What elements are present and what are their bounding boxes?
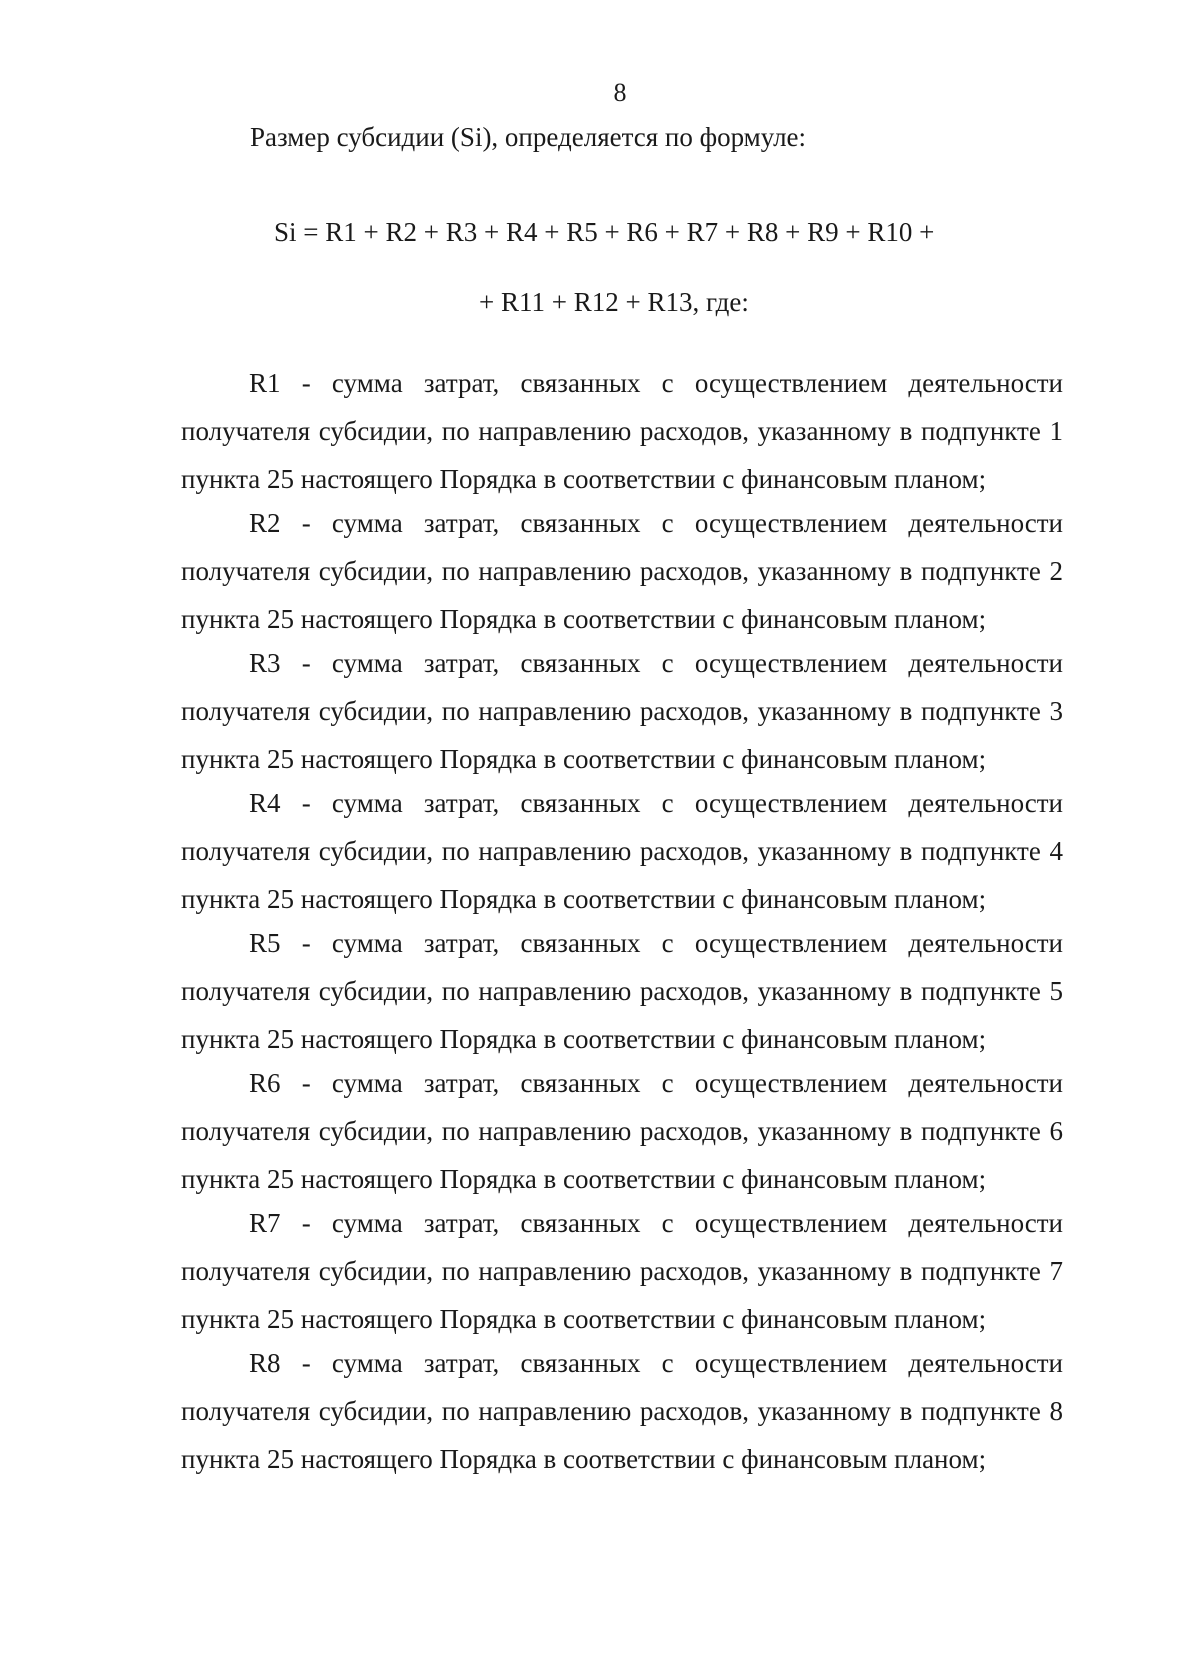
- definition-term: R8: [249, 1348, 281, 1378]
- definition-r5: [181, 919, 1063, 1063]
- definition-r1: [181, 359, 1063, 503]
- definition-text: - сумма затрат, связанных с осуществлением деятельности получателя субсидии, по направлению расходов, указанному в подпункте 7 пункта 25 настоящего Порядка в соответствии с финансовым планом;: [181, 1208, 1063, 1334]
- definitions-list: [181, 359, 1063, 1479]
- intro-paragraph: Размер субсидии (Si), определяется по формуле:: [250, 122, 807, 152]
- definition-term: R7: [249, 1208, 281, 1238]
- definition-text: - сумма затрат, связанных с осуществлением деятельности получателя субсидии, по направлению расходов, указанному в подпункте 3 пункта 25 настоящего Порядка в соответствии с финансовым планом;: [181, 648, 1063, 774]
- definition-r3: [181, 639, 1063, 783]
- formula-line-2: + R11 + R12 + R13, где:: [479, 287, 749, 317]
- definition-r8: [181, 1339, 1063, 1483]
- definition-text: - сумма затрат, связанных с осуществлением деятельности получателя субсидии, по направлению расходов, указанному в подпункте 5 пункта 25 настоящего Порядка в соответствии с финансовым планом;: [181, 928, 1063, 1054]
- definition-r7: [181, 1199, 1063, 1343]
- definition-text: - сумма затрат, связанных с осуществлением деятельности получателя субсидии, по направлению расходов, указанному в подпункте 1 пункта 25 настоящего Порядка в соответствии с финансовым планом;: [181, 368, 1063, 494]
- definition-text: - сумма затрат, связанных с осуществлением деятельности получателя субсидии, по направлению расходов, указанному в подпункте 8 пункта 25 настоящего Порядка в соответствии с финансовым планом;: [181, 1348, 1063, 1474]
- definition-r6: [181, 1059, 1063, 1203]
- definition-text: - сумма затрат, связанных с осуществлением деятельности получателя субсидии, по направлению расходов, указанному в подпункте 6 пункта 25 настоящего Порядка в соответствии с финансовым планом;: [181, 1068, 1063, 1194]
- formula-line-1: Si = R1 + R2 + R3 + R4 + R5 + R6 + R7 + R8 + R9 + R10 +: [274, 217, 935, 247]
- definition-term: R2: [249, 508, 281, 538]
- definition-r4: [181, 779, 1063, 923]
- definition-r2: [181, 499, 1063, 643]
- definition-text: - сумма затрат, связанных с осуществлением деятельности получателя субсидии, по направлению расходов, указанному в подпункте 4 пункта 25 настоящего Порядка в соответствии с финансовым планом;: [181, 788, 1063, 914]
- definition-text: - сумма затрат, связанных с осуществлением деятельности получателя субсидии, по направлению расходов, указанному в подпункте 2 пункта 25 настоящего Порядка в соответствии с финансовым планом;: [181, 508, 1063, 634]
- page-number: 8: [613, 78, 627, 107]
- definition-term: R4: [249, 788, 281, 818]
- definition-term: R6: [249, 1068, 281, 1098]
- definition-term: R5: [249, 928, 281, 958]
- definition-term: R3: [249, 648, 281, 678]
- definition-term: R1: [249, 368, 281, 398]
